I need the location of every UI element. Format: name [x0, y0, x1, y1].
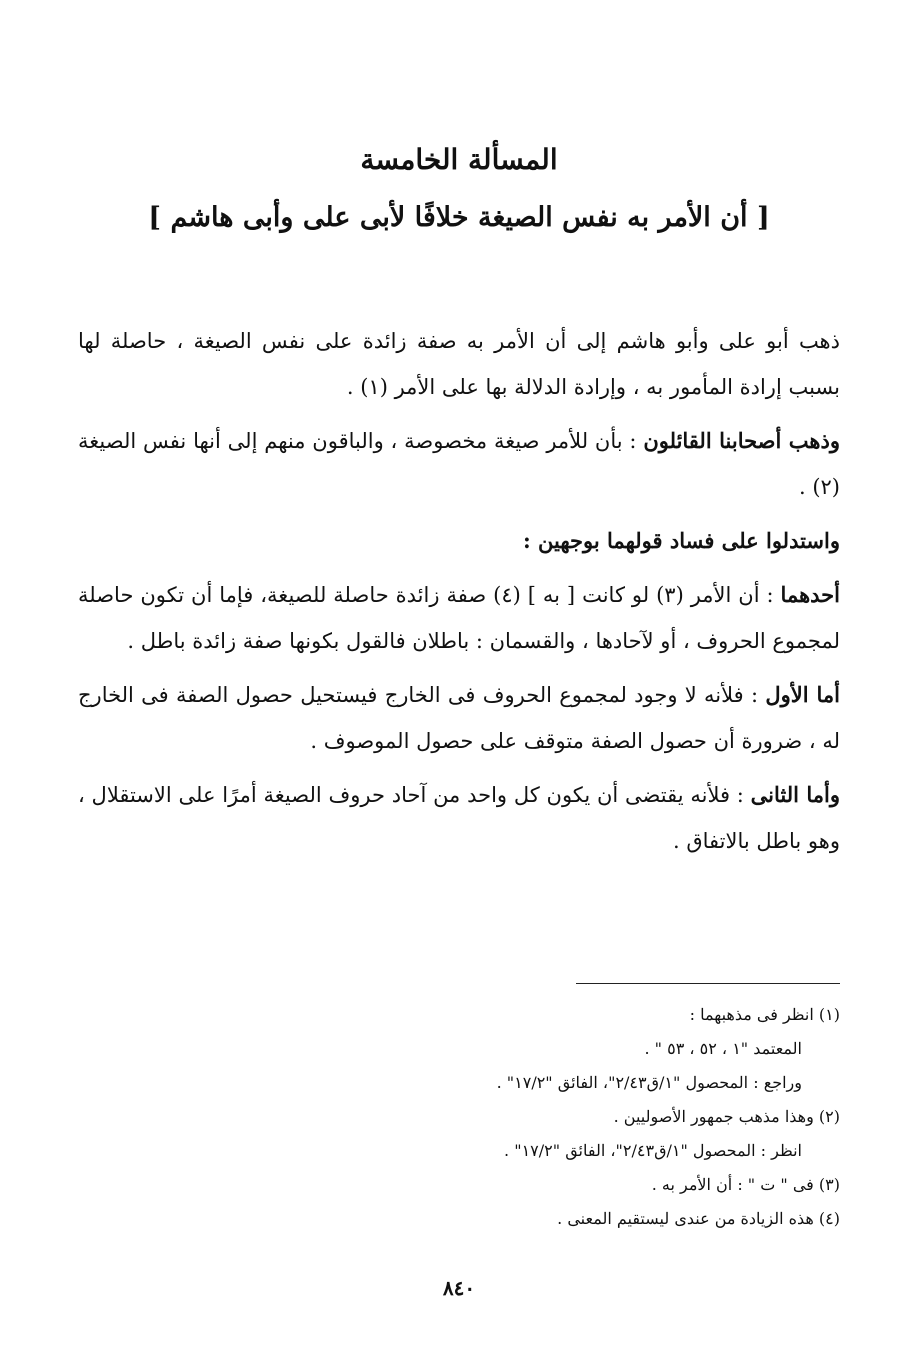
paragraph-6-lead: وأما الثانى [750, 782, 841, 807]
paragraph-4-lead: أحدهما [780, 582, 840, 607]
paragraph-5 [78, 672, 840, 764]
paragraph-5-lead: أما الأول [765, 682, 840, 707]
footnote-2: (٢) وهذا مذهب جمهور الأصوليين . [613, 1107, 840, 1126]
footnote-1: (١) انظر فى مذهبهما : [689, 1005, 840, 1024]
footnote-1-ref-b: وراجع : المحصول "١/ق٢/٤٣"، الفائق "١٧/٢" . [496, 1073, 802, 1092]
paragraph-6 [78, 772, 840, 864]
body-text [78, 318, 840, 872]
footnote-2-ref: انظر : المحصول "١/ق٢/٤٣"، الفائق "١٧/٢" . [504, 1141, 802, 1160]
section-title: المسألة الخامسة [360, 143, 558, 176]
paragraph-2-text: : بأن للأمر صيغة مخصوصة ، والباقون منهم إلى أنها نفس الصيغة (٢) . [78, 429, 840, 499]
paragraph-2-lead: وذهب أصحابنا القائلون [643, 428, 840, 453]
paragraph-6-text: : فلأنه يقتضى أن يكون كل واحد من آحاد حروف الصيغة أمرًا على الاستقلال ، وهو باطل بالاتفاق . [78, 783, 840, 853]
paragraph-4 [78, 572, 840, 664]
paragraph-5-text: : فلأنه لا وجود لمجموع الحروف فى الخارج فيستحيل حصول الصفة فى الخارج له ، ضرورة أن حصول الصفة متوقف على حصول الموصوف . [78, 683, 840, 753]
footnote-1-ref-a: المعتمد "١ ، ٥٢ ، ٥٣ " . [644, 1039, 802, 1058]
section-subtitle: [ أن الأمر به نفس الصيغة خلافًا لأبى على وأبى هاشم ] [148, 202, 770, 233]
paragraph-1: ذهب أبو على وأبو هاشم إلى أن الأمر به صفة زائدة على نفس الصيغة ، حاصلة لها بسبب إرادة المأمور به ، وإرادة الدلالة بها على الأمر (١) . [78, 329, 840, 399]
paragraph-4-text: : أن الأمر (٣) لو كانت [ به ] (٤) صفة زائدة حاصلة للصيغة، فإما أن تكون حاصلة لمجموع الحروف ، أو لآحادها ، والقسمان : باطلان فالقول بكونها صفة زائدة باطل . [78, 583, 840, 653]
paragraph-3: واستدلوا على فساد قولهما بوجهين : [522, 528, 840, 553]
footnote-4: (٤) هذه الزيادة من عندى ليستقيم المعنى . [557, 1209, 840, 1228]
footnotes [78, 998, 840, 1236]
page-number: ٨٤٠ [442, 1276, 476, 1300]
footnote-divider [576, 983, 840, 984]
paragraph-2 [78, 418, 840, 510]
footnote-3: (٣) فى " ت " : أن الأمر به . [651, 1175, 840, 1194]
